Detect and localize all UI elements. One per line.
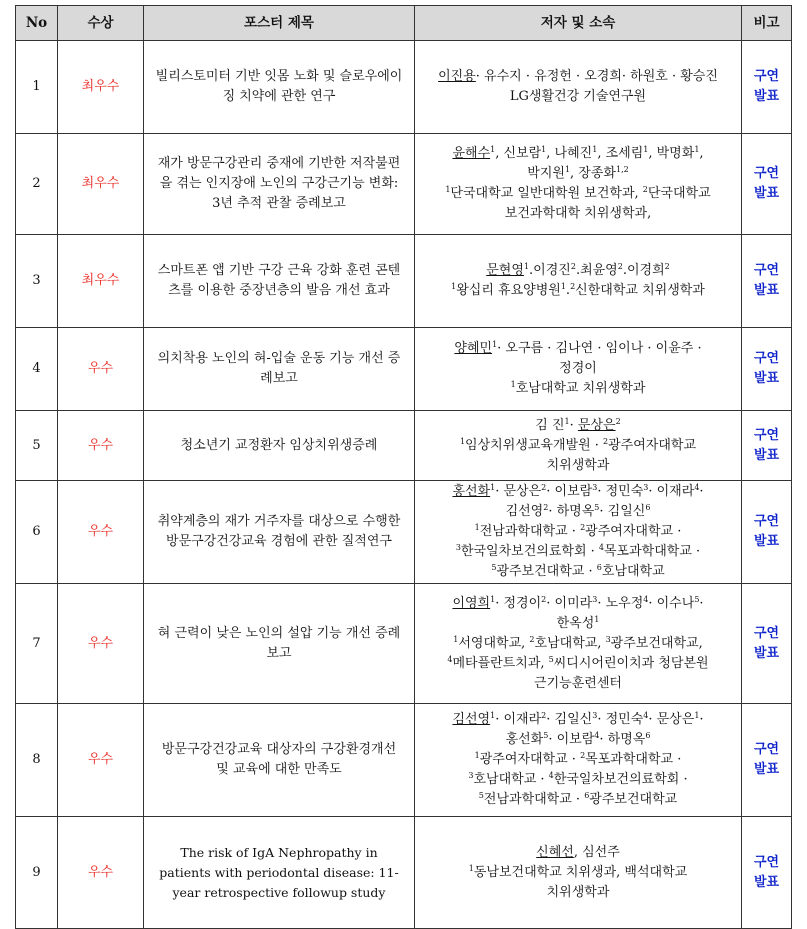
author-line: 김 진$^1$· 문상은$^2$ bbox=[535, 416, 621, 433]
author-line: $^1$광주여자대학교 · $^2$목포과학대학교 · bbox=[474, 751, 682, 767]
poster-title: 혀 근력이 낮은 노인의 설압 기능 개선 증례보고 bbox=[144, 584, 415, 704]
table-row bbox=[16, 817, 792, 929]
row-number: 9 bbox=[16, 817, 58, 929]
row-number: 1 bbox=[16, 41, 58, 134]
award-table bbox=[15, 5, 792, 929]
note-oral-presentation: 구연 발표 bbox=[742, 411, 792, 481]
authors-affiliation bbox=[415, 481, 742, 584]
header-note: 비고 bbox=[742, 6, 792, 41]
author-line: 이진용· 유수지 · 유정헌 · 오경희· 하원호 · 황승진 bbox=[438, 69, 718, 84]
author-line: 근기능훈련센터 bbox=[534, 675, 622, 691]
author-line: $^1$단국대학교 일반대학원 보건학과, $^2$단국대학교 bbox=[445, 185, 711, 201]
table-row bbox=[16, 328, 792, 411]
award-level: 우수 bbox=[58, 481, 144, 584]
table-row bbox=[16, 411, 792, 481]
note-oral-presentation: 구연 발표 bbox=[742, 134, 792, 235]
poster-title: 스마트폰 앱 기반 구강 근육 강화 훈련 콘텐츠를 이용한 중장년층의 발음 개선 효과 bbox=[144, 235, 415, 328]
award-level: 우수 bbox=[58, 328, 144, 411]
authors-affiliation bbox=[415, 235, 742, 328]
author-line: $^5$광주보건대학교 · $^6$호남대학교 bbox=[491, 563, 665, 579]
row-number: 2 bbox=[16, 134, 58, 235]
note-oral-presentation: 구연 발표 bbox=[742, 235, 792, 328]
author-line: $^1$왕십리 휴요양병원$^1$.$^2$신한대학교 치위생학과 bbox=[451, 282, 705, 298]
note-oral-presentation: 구연 발표 bbox=[742, 328, 792, 411]
award-level: 우수 bbox=[58, 411, 144, 481]
award-level: 우수 bbox=[58, 584, 144, 704]
author-line: $^3$호남대학교 · $^4$한국일차보건의료학회 · bbox=[468, 771, 688, 787]
header-title: 포스터 제목 bbox=[144, 6, 415, 41]
header-row bbox=[16, 6, 792, 41]
author-line: 치위생학과 bbox=[546, 884, 610, 900]
note-oral-presentation: 구연 발표 bbox=[742, 704, 792, 817]
table-row bbox=[16, 481, 792, 584]
header-no: No bbox=[16, 6, 58, 41]
row-number: 5 bbox=[16, 411, 58, 481]
table-row bbox=[16, 134, 792, 235]
header-authors: 저자 및 소속 bbox=[415, 6, 742, 41]
authors-affiliation bbox=[415, 41, 742, 134]
row-number: 6 bbox=[16, 481, 58, 584]
author-line: 김선영$^2$· 하명옥$^5$· 김일신$^6$ bbox=[505, 503, 651, 519]
poster-title: 청소년기 교정환자 임상치위생증례 bbox=[144, 411, 415, 481]
award-level: 최우수 bbox=[58, 134, 144, 235]
author-line: 문현영$^1$.이경진$^2$.최윤영$^2$.이경희$^2$ bbox=[486, 262, 670, 278]
poster-title: 방문구강건강교육 대상자의 구강환경개선 및 교육에 대한 만족도 bbox=[144, 704, 415, 817]
authors-affiliation bbox=[415, 134, 742, 235]
row-number: 4 bbox=[16, 328, 58, 411]
author-line: $^4$메타플란트치과, $^5$씨디시어린이치과 청담본원 bbox=[447, 654, 709, 671]
author-line: 한옥성$^1$ bbox=[556, 614, 600, 631]
header-award: 수상 bbox=[58, 6, 144, 41]
author-line: $^1$동남보건대학교 치위생과, 백석대학교 bbox=[468, 863, 688, 880]
award-level: 우수 bbox=[58, 817, 144, 929]
row-number: 7 bbox=[16, 584, 58, 704]
table-row bbox=[16, 584, 792, 704]
author-line: 홍선화$^1$· 문상은$^2$· 이보람$^3$· 정민숙$^3$· 이재라$^4$· bbox=[452, 483, 704, 499]
author-line: 김선영$^1$· 이재라$^2$· 김일신$^3$· 정민숙$^4$· 문상은$^1$· bbox=[452, 711, 704, 727]
row-number: 3 bbox=[16, 235, 58, 328]
author-line: LG생활건강 기술연구원 bbox=[509, 89, 647, 104]
poster-title: 재가 방문구강관리 중재에 기반한 저작불편을 겪는 인지장애 노인의 구강근기능 변화: 3년 추적 관찰 증례보고 bbox=[144, 134, 415, 235]
award-level: 최우수 bbox=[58, 235, 144, 328]
author-line: 정경이 bbox=[559, 361, 597, 376]
author-line: 윤해수$^1$, 신보람$^1$, 나혜진$^1$, 조세림$^1$, 박명화$^1$, bbox=[452, 145, 704, 161]
table-row bbox=[16, 704, 792, 817]
table-body bbox=[16, 41, 792, 929]
author-line: 치위생학과 bbox=[546, 457, 610, 473]
author-line: 신혜선, 심선주 bbox=[536, 844, 620, 860]
note-oral-presentation: 구연 발표 bbox=[742, 41, 792, 134]
author-line: 양혜민$^1$· 오구름 · 김나연 · 임이나 · 이윤주 · bbox=[454, 340, 702, 356]
author-line: $^1$서영대학교, $^2$호남대학교, $^3$광주보건대학교, bbox=[453, 634, 703, 651]
row-number: 8 bbox=[16, 704, 58, 817]
note-oral-presentation: 구연 발표 bbox=[742, 481, 792, 584]
author-line: $^1$전남과학대학교 · $^2$광주여자대학교 · bbox=[474, 523, 682, 539]
author-line: $^5$전남과학대학교 · $^6$광주보건대학교 bbox=[478, 791, 678, 807]
author-line: 박지원$^1$, 장종화$^{1,2}$ bbox=[527, 165, 629, 181]
poster-title: 의치착용 노인의 혀-입술 운동 기능 개선 증례보고 bbox=[144, 328, 415, 411]
table-row bbox=[16, 41, 792, 134]
award-level: 우수 bbox=[58, 704, 144, 817]
poster-title: 빌리스토미터 기반 잇몸 노화 및 슬로우에이징 치약에 관한 연구 bbox=[144, 41, 415, 134]
author-line: $^3$한국일차보건의료학회 · $^4$목포과학대학교 · bbox=[455, 543, 701, 559]
award-level: 최우수 bbox=[58, 41, 144, 134]
author-line: 홍선화$^5$· 이보람$^4$· 하명옥$^6$ bbox=[505, 731, 651, 747]
authors-affiliation bbox=[415, 704, 742, 817]
poster-title: 취약계층의 재가 거주자를 대상으로 수행한 방문구강건강교육 경험에 관한 질적연구 bbox=[144, 481, 415, 584]
authors-affiliation bbox=[415, 584, 742, 704]
note-oral-presentation: 구연 발표 bbox=[742, 817, 792, 929]
table-row bbox=[16, 235, 792, 328]
authors-affiliation bbox=[415, 328, 742, 411]
author-line: $^1$임상치위생교육개발원 · $^2$광주여자대학교 bbox=[459, 436, 697, 453]
author-line: 보건과학대학 치위생학과, bbox=[504, 206, 652, 221]
poster-title: The risk of IgA Nephropathy in patients with periodontal disease: 11-year retrospective followup study bbox=[144, 817, 415, 929]
authors-affiliation bbox=[415, 817, 742, 929]
note-oral-presentation: 구연 발표 bbox=[742, 584, 792, 704]
authors-affiliation bbox=[415, 411, 742, 481]
author-line: $^1$호남대학교 치위생학과 bbox=[510, 380, 646, 396]
author-line: 이영희$^1$· 정경이$^2$· 이미라$^3$· 노우정$^4$· 이수나$^5$· bbox=[452, 594, 704, 611]
